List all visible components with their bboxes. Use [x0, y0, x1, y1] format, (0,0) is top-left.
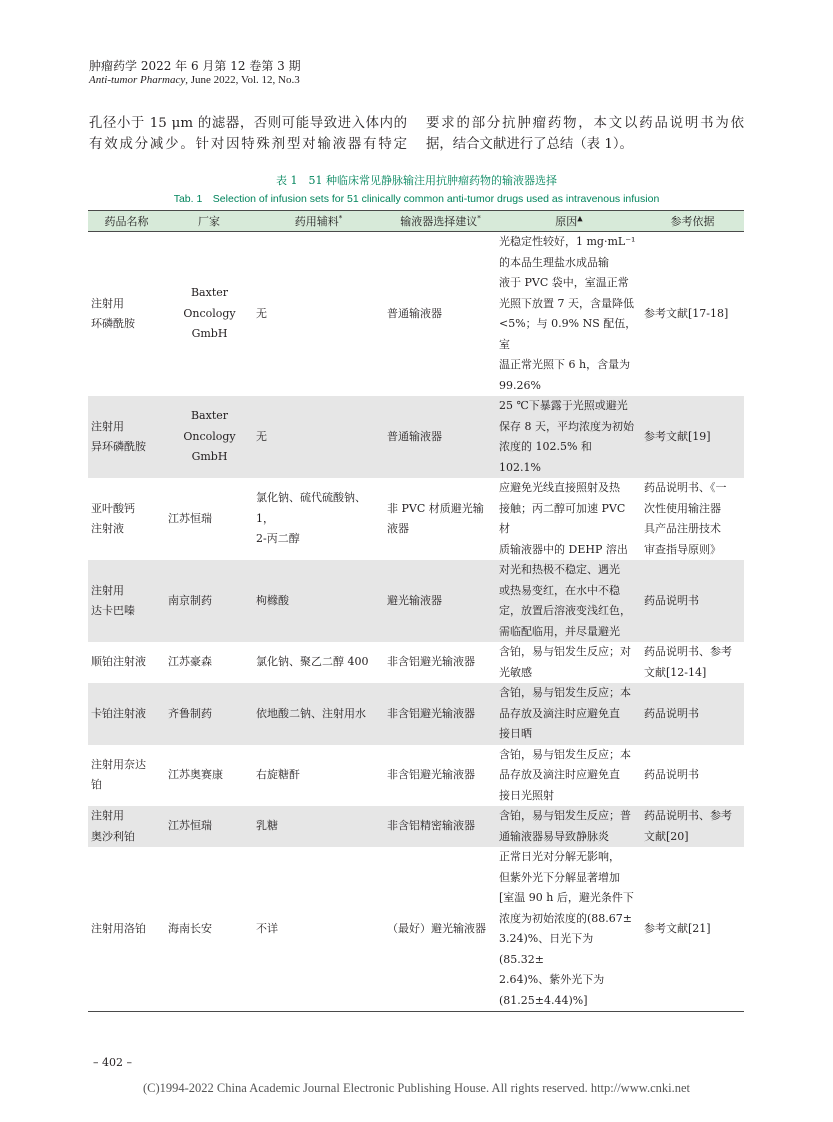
- cell-line: 无: [256, 429, 267, 443]
- table-row: [88, 745, 744, 807]
- table-row: [88, 478, 744, 560]
- header-excipient-label: 药用辅料: [294, 215, 339, 228]
- cell-line: 药品说明书、参考: [644, 645, 732, 658]
- cell-line: 药品说明书、《一: [644, 481, 727, 494]
- drug-name-cell: [88, 847, 165, 1012]
- suggestion-cell: [384, 683, 497, 745]
- cell-line: 25 ℃下暴露于光照或避光: [499, 399, 628, 412]
- excipient-cell: [253, 806, 384, 847]
- footnote-mark: *: [338, 214, 343, 223]
- journal-title-en: [89, 74, 300, 86]
- cell-line: 卡铂注射液: [91, 706, 146, 720]
- cell-line: 品存放及滴注时应避免直: [499, 768, 620, 781]
- cell-line: 含铂，易与铝发生反应；对: [499, 645, 631, 658]
- table-row: [88, 232, 744, 397]
- reason-cell: [497, 806, 641, 847]
- suggestion-cell: [384, 642, 497, 683]
- table-row: [88, 560, 744, 642]
- cell-line: 注射用: [91, 419, 124, 433]
- intro-text-line: 据，结合文献进行了总结（表 1）。: [426, 137, 633, 152]
- cell-line: 乳糖: [256, 819, 278, 833]
- cell-line: 光敏感: [499, 665, 532, 679]
- cell-line: (81.25±4.44)%]: [499, 993, 588, 1007]
- cell-line: 的本品生理盐水成品输: [499, 255, 609, 269]
- cell-line: 光稳定性较好，1 mg·mL⁻¹: [499, 235, 636, 248]
- cell-line: 2-丙二醇: [256, 532, 300, 546]
- cell-line: 应避免光线直接照射及热: [499, 481, 620, 494]
- cell-line: 避光输液器: [387, 593, 442, 607]
- cell-line: 含铂，易与铝发生反应；本: [499, 686, 631, 699]
- reference-cell: [641, 642, 744, 683]
- cell-line: 接日晒: [499, 727, 532, 740]
- reason-cell: [497, 745, 641, 807]
- manufacturer-cell: [165, 745, 253, 807]
- cell-line: 注射用: [91, 583, 124, 597]
- footnote-mark: ▲: [577, 214, 583, 223]
- header-reason: [497, 211, 641, 232]
- cell-line: 质输液器中的 DEHP 溶出: [499, 542, 628, 556]
- manufacturer-cell: [165, 232, 253, 397]
- excipient-cell: [253, 232, 384, 397]
- cell-line: 含铂，易与铝发生反应；普: [499, 809, 631, 822]
- suggestion-cell: [384, 847, 497, 1012]
- reason-cell: [497, 560, 641, 642]
- reference-cell: [641, 683, 744, 745]
- header-excipient: [253, 211, 384, 232]
- reference-cell: [641, 560, 744, 642]
- header-reference: 参考依据: [641, 211, 744, 232]
- page-number: – 402 –: [93, 1056, 132, 1069]
- reason-cell: [497, 683, 641, 745]
- cell-line: 齐鲁制药: [168, 706, 212, 720]
- journal-issue-en: , June 2022, Vol. 12, No.3: [185, 74, 300, 86]
- cell-line: 99.26%: [499, 378, 541, 392]
- journal-title-cn: 肿瘤药学 2022 年 6 月第 12 卷第 3 期: [89, 59, 301, 73]
- cell-line: 药品说明书: [644, 768, 699, 781]
- cell-line: 通输液器易导致静脉炎: [499, 829, 609, 843]
- manufacturer-cell: [165, 847, 253, 1012]
- suggestion-cell: [384, 806, 497, 847]
- reference-cell: [641, 396, 744, 478]
- cell-line: Baxter Oncology: [183, 409, 236, 443]
- cell-line: 药品说明书、参考: [644, 809, 732, 822]
- journal-name-en: Anti-tumor Pharmacy: [89, 74, 186, 86]
- suggestion-cell: [384, 745, 497, 807]
- suggestion-cell: [384, 232, 497, 397]
- cell-line: 参考文献[19]: [644, 429, 711, 443]
- cell-line: 次性使用输注器: [644, 501, 721, 515]
- cell-line: 液器: [387, 522, 409, 535]
- cell-line: 江苏豪森: [168, 655, 212, 669]
- header-reason-label: 原因: [555, 215, 578, 228]
- intro-text-line: 要求的部分抗肿瘤药物，本文以药品说明书为依: [426, 116, 744, 131]
- cell-line: 枸橼酸: [256, 593, 289, 607]
- cell-line: <5%；与 0.9% NS 配伍，室: [499, 317, 637, 351]
- cell-line: 顺铂注射液: [91, 655, 146, 669]
- reference-cell: [641, 745, 744, 807]
- cell-line: 温正常光照下 6 h，含量为: [499, 358, 631, 371]
- cell-line: 无: [256, 306, 267, 320]
- cell-line: 环磷酰胺: [91, 317, 135, 330]
- cell-line: 品存放及滴注时应避免直: [499, 706, 620, 720]
- manufacturer-cell: [165, 560, 253, 642]
- intro-right-column: [426, 113, 744, 155]
- drug-name-cell: [88, 683, 165, 745]
- suggestion-cell: [384, 560, 497, 642]
- drug-name-cell: [88, 745, 165, 807]
- cell-line: 3.24)%、日光下为(85.32±: [499, 932, 594, 966]
- cell-line: 注射液: [91, 522, 124, 535]
- cell-line: 非含铝避光输液器: [387, 768, 475, 781]
- cell-line: GmbH: [191, 327, 228, 341]
- table-caption-cn: 表 1 51 种临床常见静脉输注用抗肿瘤药物的输液器选择: [276, 174, 557, 187]
- reason-cell: [497, 642, 641, 683]
- table-caption-en: Tab. 1 Selection of infusion sets for 51 clinically common anti-tumor drugs used as intravenous infusion: [173, 193, 660, 205]
- suggestion-cell: [384, 396, 497, 478]
- cell-line: 正常日光对分解无影响，: [499, 850, 620, 863]
- cell-line: 含铂，易与铝发生反应；本: [499, 747, 631, 761]
- cell-line: 审查指导原则》: [644, 542, 721, 556]
- table-header-row: [88, 211, 744, 232]
- cell-line: 注射用洛铂: [91, 921, 146, 935]
- header-drug-name: 药品名称: [88, 211, 165, 232]
- drug-name-cell: [88, 396, 165, 478]
- cell-line: 光照下放置 7 天，含量降低: [499, 296, 634, 310]
- cell-line: 注射用: [91, 296, 124, 310]
- drug-name-cell: [88, 232, 165, 397]
- table-body: [88, 232, 744, 1012]
- cell-line: 浓度的 102.5% 和 102.1%: [499, 440, 592, 474]
- drug-name-cell: [88, 560, 165, 642]
- cell-line: 但紫外光下分解显著增加: [499, 870, 620, 884]
- cell-line: 参考文献[17-18]: [644, 306, 729, 320]
- excipient-cell: [253, 683, 384, 745]
- cell-line: 对光和热极不稳定、遇光: [499, 563, 620, 576]
- table-row: [88, 396, 744, 478]
- manufacturer-cell: [165, 642, 253, 683]
- cell-line: 定，放置后溶液变浅红色，: [499, 604, 631, 617]
- reason-cell: [497, 396, 641, 478]
- header-suggestion-label: 输液器选择建议: [400, 215, 478, 228]
- manufacturer-cell: [165, 396, 253, 478]
- table-row: [88, 683, 744, 745]
- cell-line: 非含铝避光输液器: [387, 706, 475, 720]
- cell-line: 药品说明书: [644, 593, 699, 607]
- reference-cell: [641, 806, 744, 847]
- intro-text-line: 有效成分减少。针对因特殊剂型对输液器有特定: [89, 137, 407, 152]
- drug-name-cell: [88, 642, 165, 683]
- cell-line: 氯化钠、硫代硫酸钠、1，: [256, 491, 366, 525]
- cell-line: 浓度为初始浓度的(88.67±: [499, 911, 632, 925]
- footnote-mark: *: [477, 214, 481, 223]
- copyright-footer: (C)1994-2022 China Academic Journal Electronic Publishing House. All rights reserved. http://www.cnki.net: [142, 1081, 690, 1095]
- cell-line: 需临配临用，并尽量避光: [499, 624, 620, 638]
- intro-left-column: [89, 113, 407, 155]
- cell-line: 奥沙利铂: [91, 829, 135, 843]
- excipient-cell: [253, 478, 384, 560]
- cell-line: [室温 90 h 后，避光条件下: [499, 891, 634, 904]
- excipient-cell: [253, 642, 384, 683]
- cell-line: 普通输液器: [387, 429, 442, 443]
- excipient-cell: [253, 847, 384, 1012]
- reason-cell: [497, 232, 641, 397]
- cell-line: GmbH: [191, 450, 228, 464]
- cell-line: 亚叶酸钙: [91, 501, 135, 515]
- reason-cell: [497, 847, 641, 1012]
- infusion-set-table: [88, 210, 744, 1012]
- manufacturer-cell: [165, 683, 253, 745]
- drug-name-cell: [88, 478, 165, 560]
- cell-line: 江苏恒瑞: [168, 511, 212, 525]
- manufacturer-cell: [165, 806, 253, 847]
- cell-line: 依地酸二钠、注射用水: [256, 706, 366, 720]
- reference-cell: [641, 478, 744, 560]
- cell-line: 注射用: [91, 809, 124, 822]
- cell-line: 具产品注册技术: [644, 522, 721, 535]
- cell-line: 右旋糖酐: [256, 768, 300, 781]
- header-suggestion: [384, 211, 497, 232]
- cell-line: 接触；丙二醇可加速 PVC 材: [499, 501, 626, 535]
- cell-line: 普通输液器: [387, 306, 442, 320]
- cell-line: 或热易变红，在水中不稳: [499, 583, 620, 597]
- reference-cell: [641, 232, 744, 397]
- excipient-cell: [253, 396, 384, 478]
- cell-line: 文献[12-14]: [644, 665, 707, 679]
- cell-line: 江苏奥赛康: [168, 768, 223, 781]
- cell-line: 2.64)%、紫外光下为: [499, 973, 605, 986]
- suggestion-cell: [384, 478, 497, 560]
- table-row: [88, 847, 744, 1012]
- cell-line: 铂: [91, 778, 102, 792]
- reason-cell: [497, 478, 641, 560]
- table-row: [88, 806, 744, 847]
- cell-line: 液于 PVC 袋中，室温正常: [499, 276, 629, 289]
- cell-line: Baxter Oncology: [183, 286, 236, 320]
- reference-cell: [641, 847, 744, 1012]
- cell-line: 南京制药: [168, 593, 212, 607]
- cell-line: 海南长安: [168, 921, 212, 935]
- drug-name-cell: [88, 806, 165, 847]
- cell-line: 参考文献[21]: [644, 921, 711, 935]
- cell-line: 不详: [256, 921, 278, 935]
- cell-line: 非含铝避光输液器: [387, 655, 475, 669]
- cell-line: 江苏恒瑞: [168, 819, 212, 833]
- cell-line: （最好）避光输液器: [387, 921, 486, 935]
- header-manufacturer: 厂家: [165, 211, 253, 232]
- excipient-cell: [253, 745, 384, 807]
- cell-line: 药品说明书: [644, 706, 699, 720]
- cell-line: 非 PVC 材质避光输: [387, 501, 484, 515]
- cell-line: 注射用奈达: [91, 757, 146, 771]
- table-row: [88, 642, 744, 683]
- cell-line: 接日光照射: [499, 788, 554, 802]
- cell-line: 异环磷酰胺: [91, 440, 146, 453]
- cell-line: 非含铝精密输液器: [387, 819, 475, 833]
- manufacturer-cell: [165, 478, 253, 560]
- cell-line: 氯化钠、聚乙二醇 400: [256, 655, 369, 669]
- intro-text-line: 孔径小于 15 μm 的滤器，否则可能导致进入体内的: [89, 116, 407, 131]
- cell-line: 达卡巴嗪: [91, 604, 135, 617]
- excipient-cell: [253, 560, 384, 642]
- cell-line: 文献[20]: [644, 829, 689, 843]
- cell-line: 保存 8 天，平均浓度为初始: [499, 419, 634, 433]
